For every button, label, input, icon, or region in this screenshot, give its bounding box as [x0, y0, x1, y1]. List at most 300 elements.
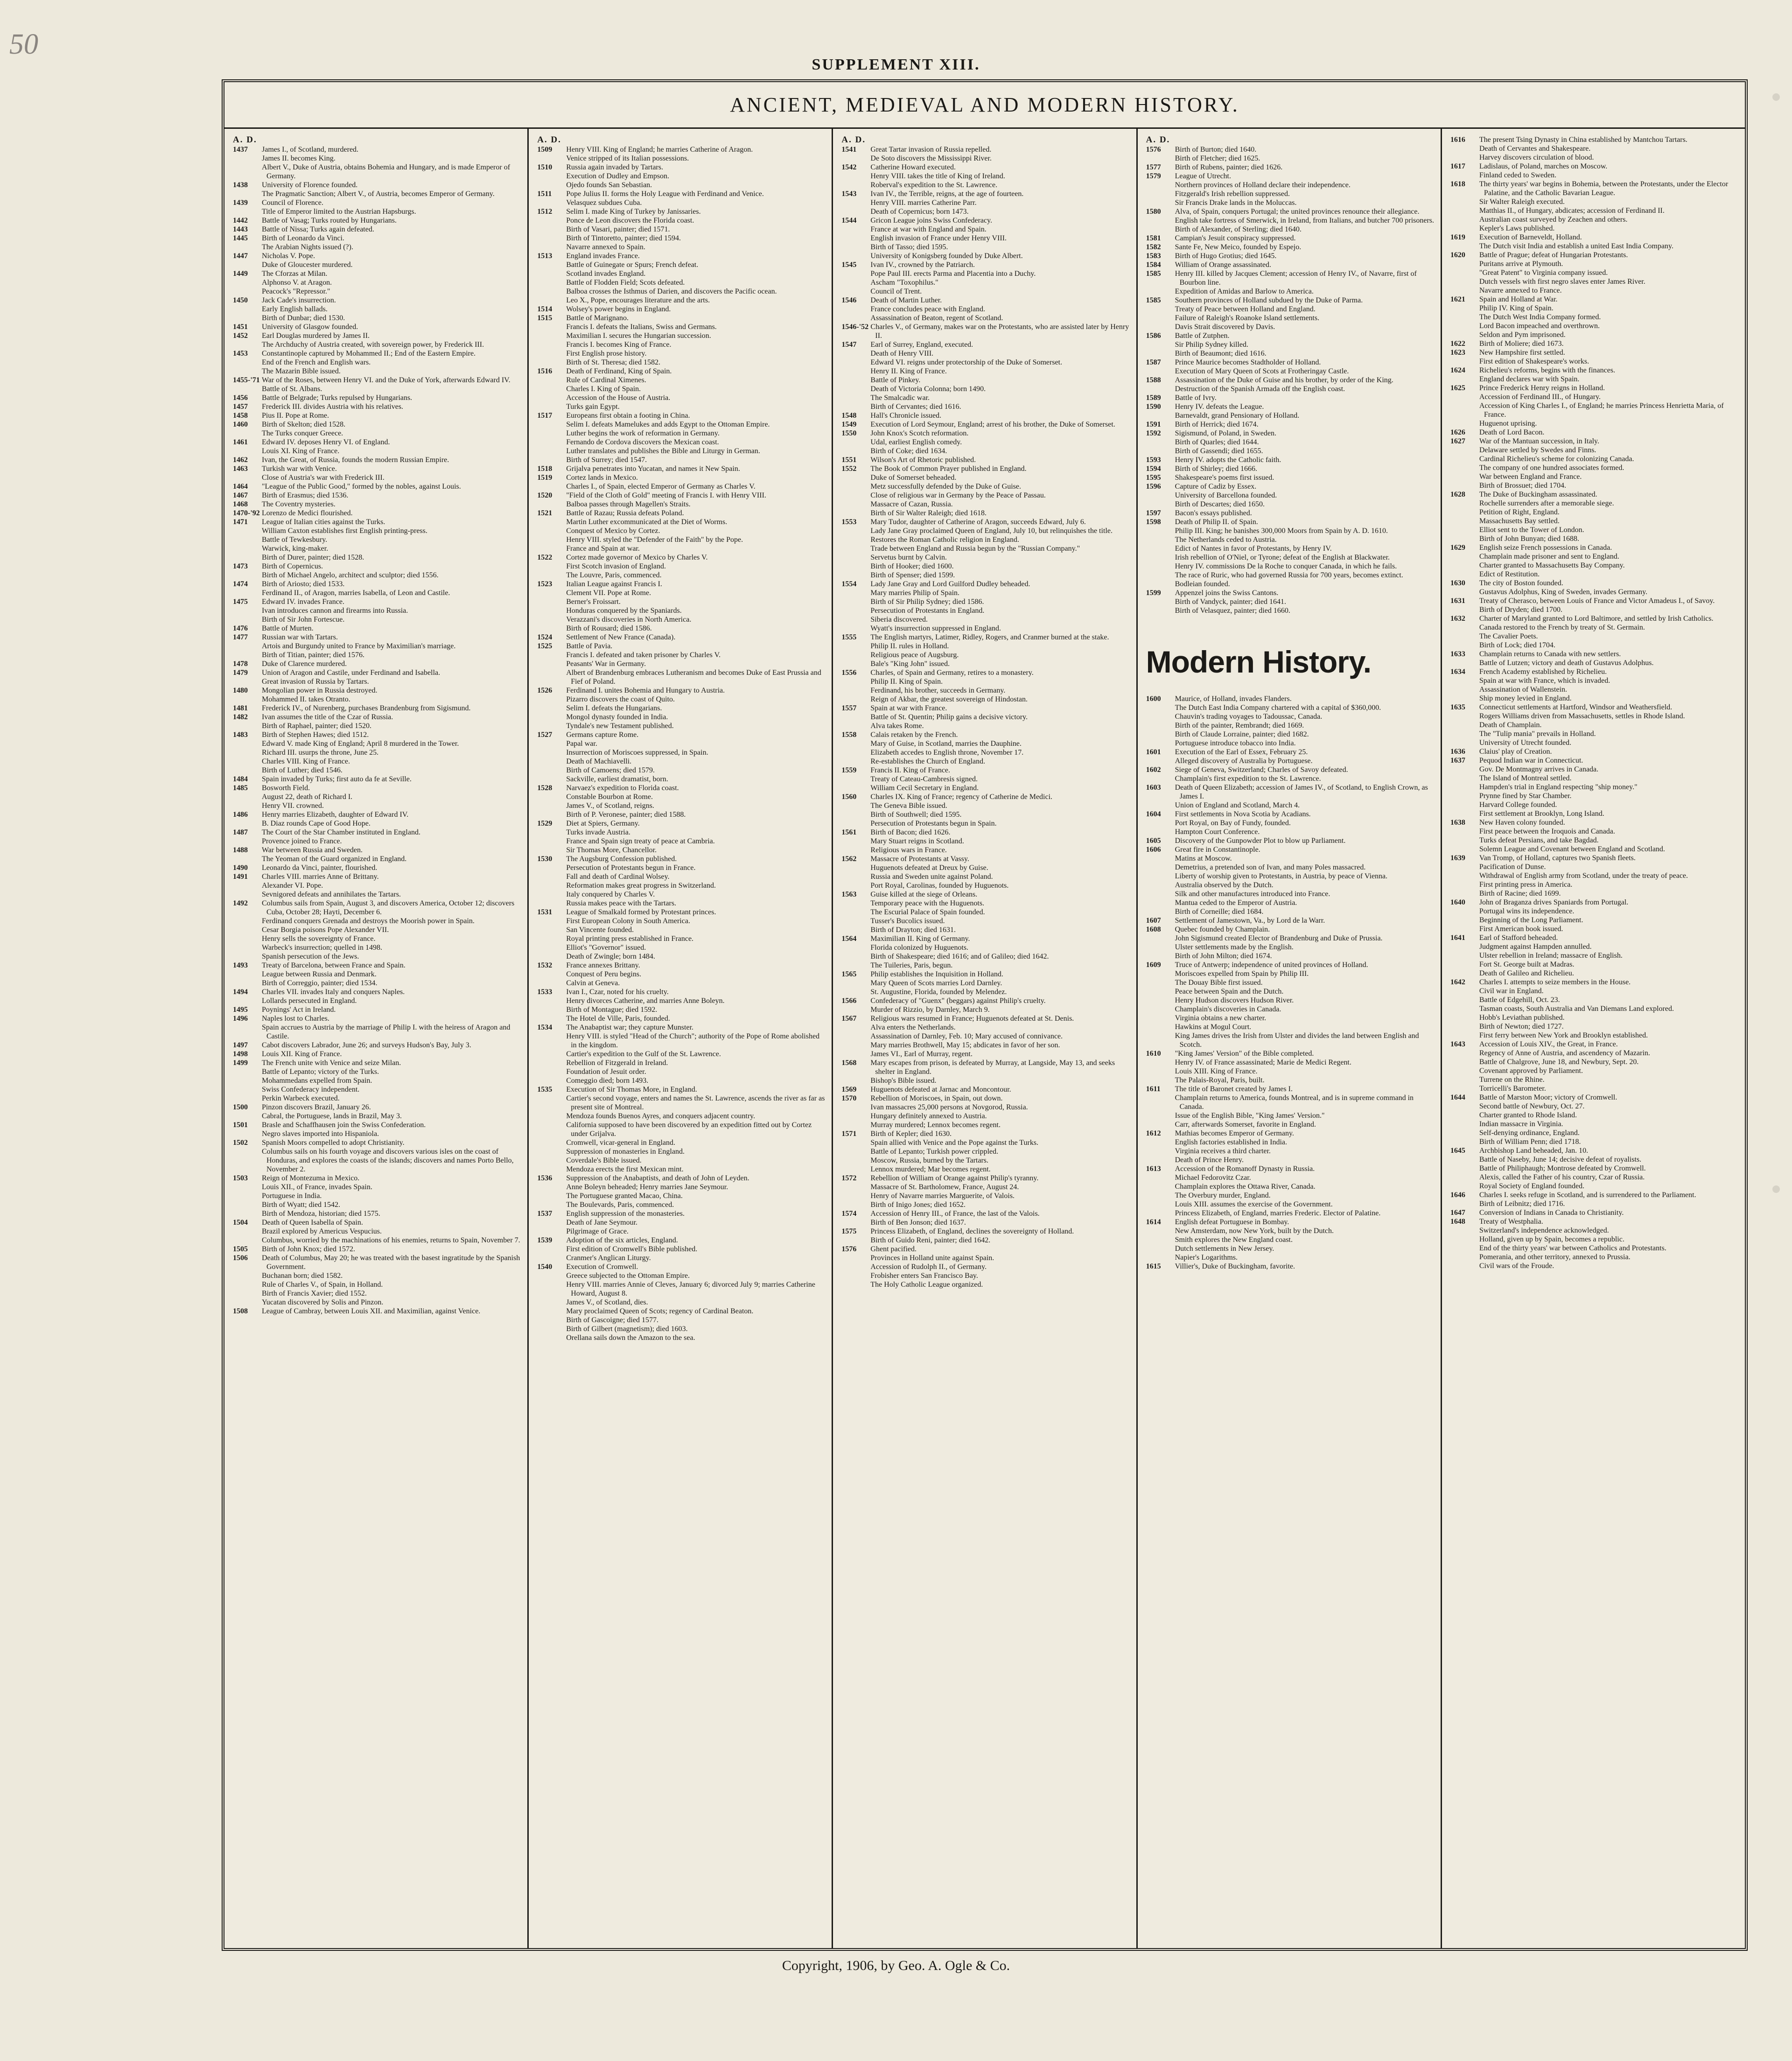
entry-year — [233, 1085, 262, 1094]
history-entry — [841, 695, 1130, 704]
history-entry — [233, 340, 522, 349]
entry-text: Spain and Holland at War. — [1479, 295, 1558, 303]
history-entry — [233, 651, 522, 659]
history-entry — [1146, 1120, 1435, 1129]
entry-year — [1146, 1227, 1175, 1235]
entry-year — [1450, 969, 1479, 978]
entry-text: Ivan assumes the title of the Czar of Russia. — [262, 713, 393, 721]
entry-year — [233, 651, 262, 659]
entry-year — [1146, 181, 1175, 189]
entry-text: The Dutch visit India and establish a united East India Company. — [1479, 242, 1674, 250]
entry-year — [1146, 349, 1175, 358]
entry-text: Prince Maurice becomes Stadtholder of Holland. — [1175, 358, 1321, 366]
entry-text: Death of Henry VIII. — [870, 350, 934, 358]
entry-year: 1491 — [233, 873, 248, 881]
entry-text: "King James' Version" of the Bible completed. — [1175, 1050, 1314, 1058]
entry-year: 1542 — [841, 163, 857, 171]
entry-year: 1593 — [1146, 456, 1161, 464]
history-entry — [1450, 1111, 1739, 1120]
entry-text: Delaware settled by Swedes and Finns. — [1479, 446, 1596, 454]
entry-text: Religious wars resumed in France; Huguenots defeated at St. Denis. — [870, 1015, 1074, 1023]
entry-year — [537, 154, 566, 163]
entry-text: Alva, of Spain, conquers Portugal; the united provinces renounce their allegiance. — [1175, 208, 1420, 216]
history-entry — [233, 225, 522, 234]
entry-text: Swiss Confederacy independent. — [262, 1086, 360, 1094]
history-entry — [537, 420, 826, 429]
entry-year — [1450, 1164, 1479, 1173]
entry-year — [841, 358, 870, 367]
entry-year — [537, 695, 566, 704]
entry-year — [1146, 1244, 1175, 1253]
history-entry — [537, 1156, 826, 1165]
history-entry — [1146, 526, 1435, 535]
history-entry — [233, 828, 522, 837]
entry-year — [233, 792, 262, 801]
history-entry — [1450, 259, 1739, 268]
entry-year — [537, 996, 566, 1005]
entry-year: 1481 — [233, 704, 248, 712]
history-entry — [233, 686, 522, 695]
history-entry — [1450, 251, 1739, 259]
entry-year: 1583 — [1146, 252, 1161, 260]
history-entry — [233, 757, 522, 766]
entry-year: 1581 — [1146, 234, 1161, 242]
entry-text: Birth of John Bunyan; died 1688. — [1479, 535, 1580, 543]
history-entry — [233, 296, 522, 305]
history-entry — [233, 810, 522, 819]
entry-year — [1450, 774, 1479, 783]
history-entry — [1450, 242, 1739, 251]
history-entry — [233, 544, 522, 553]
entry-year: 1475 — [233, 598, 248, 606]
entry-year: 1498 — [233, 1050, 248, 1058]
history-entry — [1146, 1156, 1435, 1164]
history-entry — [841, 358, 1130, 367]
history-entry — [233, 207, 522, 216]
entry-text: Mary escapes from prison, is defeated by Murray, at Langside, May 13, and seeks shelter in England. — [870, 1059, 1115, 1076]
entry-text: Turks gain Egypt. — [566, 403, 620, 411]
history-column — [1138, 129, 1442, 1948]
entry-year — [841, 739, 870, 748]
entry-year — [537, 1183, 566, 1192]
entry-text: Mary marries Philip of Spain. — [870, 589, 960, 597]
history-entry — [233, 464, 522, 473]
history-entry — [233, 642, 522, 651]
entry-year — [537, 535, 566, 544]
history-entry — [841, 899, 1130, 908]
entry-year — [537, 1227, 566, 1236]
entry-text: "Great Patent" to Virginia company issued. — [1479, 269, 1608, 277]
history-entry — [537, 624, 826, 633]
history-entry — [537, 402, 826, 411]
entry-text: Birth of Erasmus; died 1536. — [262, 491, 349, 499]
entry-year — [1146, 526, 1175, 535]
history-entry — [233, 181, 522, 189]
entry-year — [1146, 305, 1175, 314]
entry-text: Italy conquered by Charles V. — [566, 890, 655, 898]
entry-text: James V., of Scotland, reigns. — [566, 802, 654, 810]
entry-text: Silk and other manufactures introduced into France. — [1175, 890, 1330, 898]
entry-text: The Coventry mysteries. — [262, 500, 336, 508]
entry-year: 1607 — [1146, 917, 1161, 925]
history-entry — [233, 473, 522, 482]
history-entry — [841, 1209, 1130, 1218]
entry-year: 1589 — [1146, 394, 1161, 402]
entry-year: 1610 — [1146, 1050, 1161, 1058]
history-entry — [1146, 464, 1435, 473]
entry-text: Close of religious war in Germany by the Peace of Passau. — [870, 491, 1046, 499]
entry-text: Albert of Brandenburg embraces Lutheranism and becomes Duke of East Prussia and Fief of Poland. — [566, 669, 821, 686]
entry-text: Cranmer's Anglican Liturgy. — [566, 1254, 651, 1262]
history-entry — [1450, 1093, 1739, 1102]
entry-year — [1450, 322, 1479, 330]
entry-text: Birth of Newton; died 1727. — [1479, 1023, 1564, 1030]
history-entry — [233, 1023, 522, 1041]
entry-year: 1627 — [1450, 437, 1465, 445]
entry-text: Henry divorces Catherine, and marries Anne Boleyn. — [566, 997, 725, 1005]
history-entry — [1450, 215, 1739, 224]
entry-year — [841, 305, 870, 314]
entry-text: Finland ceded to Sweden. — [1479, 171, 1557, 179]
history-entry — [233, 1041, 522, 1050]
entry-year — [1146, 1076, 1175, 1085]
entry-text: Verazzani's discoveries in North America. — [566, 616, 692, 624]
entry-text: Birth of Vasari, painter; died 1571. — [566, 225, 670, 233]
entry-text: Mendoza founds Buenos Ayres, and conquers adjacent country. — [566, 1112, 756, 1120]
entry-year — [1146, 216, 1175, 225]
entry-year — [841, 1050, 870, 1059]
history-entry — [1450, 783, 1739, 792]
entry-text: Birth of Ben Jonson; died 1637. — [870, 1219, 966, 1227]
entry-text: Ivan, the Great, of Russia, founds the modern Russian Empire. — [262, 456, 449, 464]
entry-text: Judgment against Hampden annulled. — [1479, 943, 1592, 951]
entry-year — [841, 509, 870, 518]
entry-text: Peace between Spain and the Dutch. — [1175, 988, 1284, 995]
entry-year — [841, 526, 870, 535]
entry-text: Bale's "King John" issued. — [870, 660, 950, 668]
entry-text: Switzerland's independence acknowledged. — [1479, 1227, 1609, 1234]
entry-year — [537, 331, 566, 340]
entry-year: 1513 — [537, 252, 553, 260]
entry-year — [1450, 916, 1479, 925]
entry-text: Council of Florence. — [262, 199, 323, 207]
history-entry — [233, 456, 522, 464]
history-entry — [1450, 694, 1739, 703]
history-entry — [537, 757, 826, 766]
entry-text: Destruction of the Spanish Armada off the English coast. — [1175, 385, 1345, 393]
entry-year: 1574 — [841, 1210, 857, 1218]
entry-text: Birth of Inigo Jones; died 1652. — [870, 1201, 966, 1209]
entry-text: Ivan IV., crowned by the Patriarch. — [870, 261, 975, 269]
entry-text: Appenzel joins the Swiss Cantons. — [1175, 589, 1279, 597]
history-entry — [233, 1280, 522, 1289]
entry-text: Earl Douglas murdered by James II. — [262, 332, 370, 340]
history-entry — [841, 287, 1130, 296]
history-entry — [233, 260, 522, 269]
entry-year: 1597 — [1146, 509, 1161, 517]
entry-year: 1452 — [233, 332, 248, 340]
entry-year — [1450, 455, 1479, 463]
history-entry — [1146, 491, 1435, 500]
entry-year — [233, 1209, 262, 1218]
entry-text: Ponce de Leon discovers the Florida coast. — [566, 217, 694, 224]
entry-year — [841, 571, 870, 580]
entry-year — [537, 1059, 566, 1067]
entry-text: Cabral, the Portuguese, lands in Brazil, May 3. — [262, 1112, 402, 1120]
entry-text: Cartier's expedition to the Gulf of the St. Lawrence. — [566, 1050, 721, 1058]
entry-year: 1557 — [841, 704, 857, 712]
history-entry — [1146, 836, 1435, 845]
entry-text: Birth of Wyatt; died 1542. — [262, 1201, 341, 1209]
entry-text: English defeat Portuguese in Bombay. — [1175, 1218, 1289, 1226]
entry-text: Mary marries Brothwell, May 15; abdicates in favor of her son. — [870, 1041, 1060, 1049]
entry-year — [233, 695, 262, 704]
entry-year — [841, 1192, 870, 1200]
history-entry — [1450, 995, 1739, 1004]
entry-text: War of the Mantuan succession, in Italy. — [1479, 437, 1599, 445]
history-entry — [537, 686, 826, 695]
history-entry — [1450, 339, 1739, 348]
entry-text: The Portuguese granted Macao, China. — [566, 1192, 683, 1200]
history-entry — [537, 464, 826, 473]
entry-text: Bishop's Bible issued. — [870, 1077, 937, 1085]
entry-text: Charles I., of Spain, elected Emperor of Germany as Charles V. — [566, 483, 756, 491]
entry-text: Ferdinand, his brother, succeeds in Germany. — [870, 687, 1006, 694]
entry-text: Naples lost to Charles. — [262, 1015, 329, 1023]
history-entry — [1450, 889, 1739, 898]
entry-year — [1450, 676, 1479, 685]
entry-year: 1603 — [1146, 784, 1161, 792]
history-entry — [1146, 385, 1435, 393]
history-entry — [841, 562, 1130, 571]
entry-text: Reign of Akbar, the greatest sovereign of Hindostan. — [870, 695, 1028, 703]
history-entry — [537, 376, 826, 385]
entry-text: Mary of Guise, in Scotland, marries the Dauphine. — [870, 740, 1022, 748]
entry-year — [841, 819, 870, 828]
entry-text: Great invasion of Russia by Tartars. — [262, 678, 369, 686]
history-entry — [841, 855, 1130, 863]
history-entry — [233, 917, 522, 925]
entry-text: St. Augustine, Florida, founded by Melendez. — [870, 988, 1007, 996]
history-entry — [841, 784, 1130, 792]
entry-year — [1146, 1058, 1175, 1067]
entry-year — [1450, 995, 1479, 1004]
entry-year — [537, 500, 566, 509]
entry-text: Birth of Ariosto; died 1533. — [262, 580, 345, 588]
entry-text: California supposed to have been discovered by an expedition fitted out by Cortez under Grijalva. — [566, 1121, 812, 1138]
entry-text: Capture of Cadiz by Essex. — [1175, 483, 1257, 491]
history-entry — [1146, 1094, 1435, 1111]
history-entry — [233, 1094, 522, 1103]
entry-year — [537, 1156, 566, 1165]
history-entry — [233, 1271, 522, 1280]
entry-text: Birth of Dryden; died 1700. — [1479, 606, 1563, 614]
history-entry — [1450, 960, 1739, 969]
entry-year — [1146, 898, 1175, 907]
entry-text: The Augsburg Confession published. — [566, 855, 677, 863]
history-entry — [1146, 881, 1435, 890]
entry-year — [1146, 1005, 1175, 1014]
entry-text: University of Glasgow founded. — [262, 323, 358, 331]
entry-text: Europeans first obtain a footing in China. — [566, 412, 690, 420]
entry-year — [1146, 1014, 1175, 1023]
history-entry — [841, 314, 1130, 322]
history-entry — [537, 1316, 826, 1325]
entry-year — [537, 482, 566, 491]
entry-year: 1637 — [1450, 757, 1465, 764]
history-entry — [233, 1067, 522, 1076]
history-entry — [1146, 978, 1435, 987]
entry-year: 1616 — [1450, 136, 1465, 144]
entry-text: Union of England and Scotland, March 4. — [1175, 801, 1300, 809]
history-entry — [841, 730, 1130, 739]
entry-text: Edict of Nantes in favor of Protestants, by Henry IV. — [1175, 545, 1332, 553]
history-entry — [841, 535, 1130, 544]
entry-text: Union of Aragon and Castile, under Ferdinand and Isabella. — [262, 669, 441, 677]
entry-text: John Sigismund created Elector of Brandenburg and Duke of Prussia. — [1175, 934, 1383, 942]
entry-year — [233, 1112, 262, 1121]
entry-year — [841, 287, 870, 296]
entry-text: Ghent pacified. — [870, 1245, 917, 1253]
history-entry — [233, 189, 522, 198]
entry-text: The Archduchy of Austria created, with sovereign power, by Frederick III. — [262, 341, 484, 349]
entry-text: Pius II. Pope at Rome. — [262, 412, 329, 420]
entry-year: 1590 — [1146, 403, 1161, 411]
entry-year — [537, 234, 566, 243]
entry-text: Henry IV. commissions De la Roche to conquer Canada, in which he fails. — [1175, 562, 1397, 570]
entry-text: Charter granted to Massachusetts Bay Company. — [1479, 561, 1625, 569]
entry-year: 1614 — [1146, 1218, 1161, 1226]
entry-text: Alleged discovery of Australia by Portuguese. — [1175, 757, 1313, 765]
history-entry — [841, 367, 1130, 376]
history-entry — [1146, 322, 1435, 331]
era-label: A. D. — [841, 135, 866, 145]
history-entry — [233, 358, 522, 367]
entry-year — [233, 207, 262, 216]
entry-year — [1146, 314, 1175, 322]
entry-year — [233, 855, 262, 863]
history-entry — [537, 855, 826, 863]
history-entry — [537, 296, 826, 305]
entry-text: Sevnigored defeats and annihilates the Tartars. — [262, 890, 401, 898]
entry-text: Spain at war with France. — [870, 704, 947, 712]
supplement-label: SUPPLEMENT XIII. — [812, 56, 980, 73]
entry-text: Sir Walter Raleigh executed. — [1479, 198, 1565, 206]
history-entry — [233, 491, 522, 500]
entry-year — [537, 863, 566, 872]
entry-year — [841, 748, 870, 757]
history-entry — [233, 615, 522, 624]
entry-text: Birth of Descartes; died 1650. — [1175, 500, 1265, 508]
entry-text: Birth of Stephen Hawes; died 1512. — [262, 731, 369, 739]
entry-text: Anne Boleyn beheaded; Henry marries Jane Seymour. — [566, 1183, 728, 1191]
history-entry — [1146, 907, 1435, 916]
entry-year: 1493 — [233, 961, 248, 969]
history-entry — [841, 1227, 1130, 1236]
entry-text: Birth of Raphael, painter; died 1520. — [262, 722, 372, 730]
history-entry — [537, 571, 826, 580]
entry-year — [841, 1218, 870, 1227]
history-entry — [537, 225, 826, 234]
history-entry — [233, 1103, 522, 1112]
history-entry — [1450, 667, 1739, 676]
history-entry — [537, 899, 826, 908]
entry-year: 1546-'52 — [841, 323, 869, 331]
entry-text: Tasman coasts, South Australia and Van Diemans Land explored. — [1479, 1005, 1674, 1013]
history-entry — [233, 509, 522, 518]
history-entry — [1146, 1262, 1435, 1271]
entry-text: Massacre of Protestants at Vassy. — [870, 855, 969, 863]
history-entry — [841, 943, 1130, 952]
entry-year: 1546 — [841, 296, 857, 304]
history-entry — [537, 722, 826, 730]
history-entry — [233, 890, 522, 899]
entry-year — [233, 925, 262, 934]
entry-text: First Scotch invasion of England. — [566, 562, 666, 570]
history-entry — [1146, 1235, 1435, 1244]
entry-text: League of Utrecht. — [1175, 172, 1231, 180]
entry-text: Buchanan born; died 1582. — [262, 1272, 343, 1280]
history-entry — [841, 819, 1130, 828]
history-entry — [841, 234, 1130, 243]
history-entry — [1146, 340, 1435, 349]
entry-year — [1450, 1137, 1479, 1146]
entry-text: Scotland invades England. — [566, 270, 646, 278]
entry-text: French Academy established by Richelieu. — [1479, 668, 1607, 676]
history-entry — [233, 526, 522, 535]
entry-year — [537, 739, 566, 748]
history-entry — [537, 411, 826, 420]
entry-text: Australian coast surveyed by Zeachen and others. — [1479, 216, 1628, 224]
history-entry — [1450, 774, 1739, 783]
entry-text: Birth of Hooker; died 1600. — [870, 562, 954, 570]
entry-year — [233, 1200, 262, 1209]
history-entry — [537, 996, 826, 1005]
entry-text: Battle of Guinegate or Spurs; French defeat. — [566, 261, 699, 269]
entry-year: 1617 — [1450, 162, 1465, 170]
history-entry — [537, 1254, 826, 1262]
entry-year: 1451 — [233, 323, 248, 331]
entry-year — [1146, 597, 1175, 606]
entry-year: 1605 — [1146, 837, 1161, 845]
history-entry — [1450, 809, 1739, 818]
history-entry — [1146, 1049, 1435, 1058]
entry-year — [841, 1103, 870, 1112]
history-entry — [537, 872, 826, 881]
entry-year: 1512 — [537, 208, 553, 216]
history-entry — [1146, 1164, 1435, 1173]
history-column — [529, 129, 833, 1948]
history-entry — [1146, 420, 1435, 429]
history-entry — [537, 633, 826, 642]
history-entry — [233, 1192, 522, 1200]
history-entry — [841, 544, 1130, 553]
entry-year: 1631 — [1450, 597, 1465, 605]
entry-text: Alva enters the Netherlands. — [870, 1023, 956, 1031]
history-entry — [537, 988, 826, 996]
history-entry — [233, 801, 522, 810]
entry-year: 1476 — [233, 624, 248, 632]
history-entry — [1450, 969, 1739, 978]
history-entry — [537, 198, 826, 207]
history-entry — [1146, 207, 1435, 216]
entry-year — [1146, 1120, 1175, 1129]
history-entry — [1450, 401, 1739, 419]
entry-text: Lorenzo de Medici flourished. — [262, 509, 353, 517]
entry-text: Birth of Lock; died 1704. — [1479, 641, 1555, 649]
history-entry — [537, 1121, 826, 1138]
entry-year: 1580 — [1146, 208, 1161, 216]
